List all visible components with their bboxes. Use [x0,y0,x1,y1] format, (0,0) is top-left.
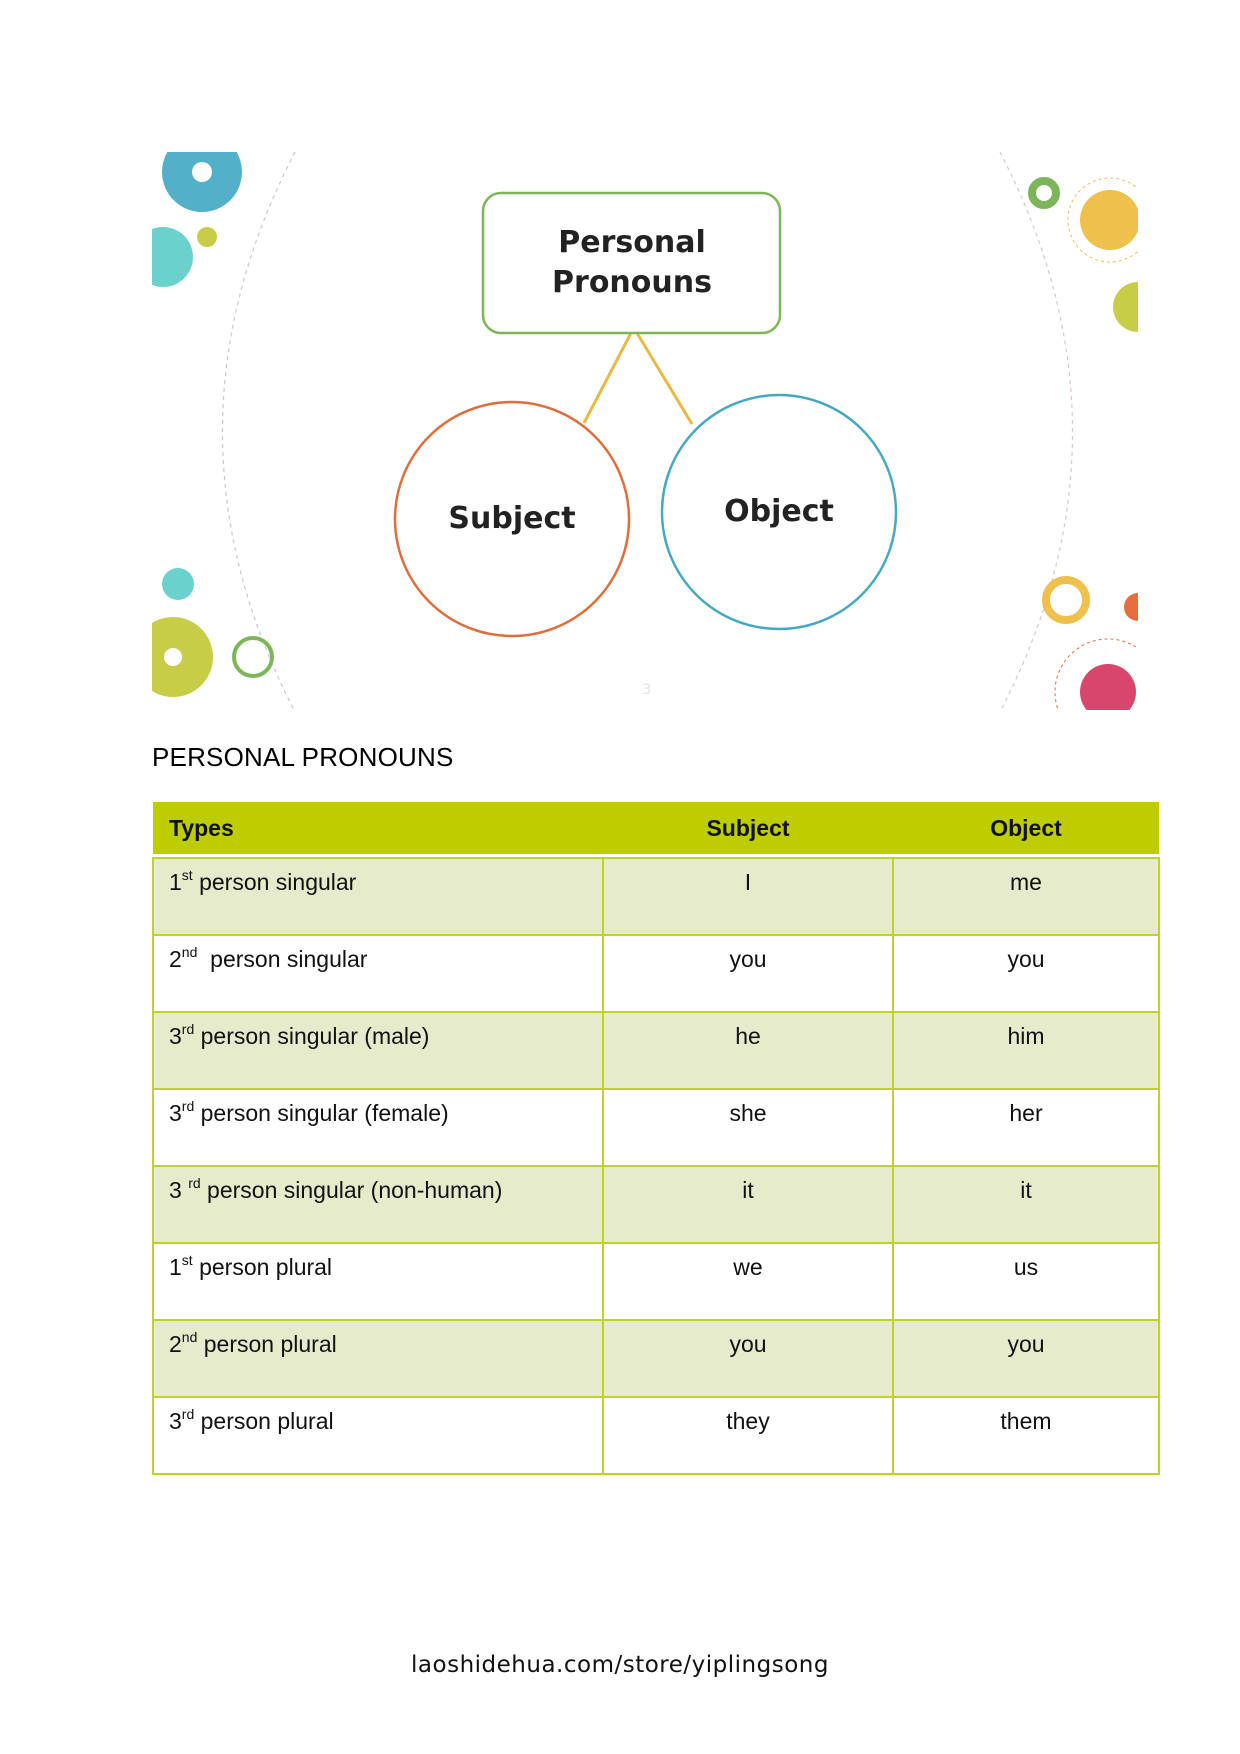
subject-circle-label: Subject [448,501,576,536]
table-row [153,1397,1159,1474]
object-cell: her [893,1089,1159,1166]
ordinal-suffix: st [181,1252,193,1268]
ordinal-number: 3 [169,1408,182,1434]
deco-green-ring-small [1032,181,1056,205]
object-circle-label: Object [724,494,834,529]
type-label: person plural [192,1254,333,1280]
header-types: Types [153,802,603,854]
title-box [483,193,780,333]
table-row [153,1320,1159,1397]
footer-url: laoshidehua.com/store/yiplingsong [411,1652,829,1678]
header-object: Object [893,802,1159,854]
deco-green-ring [234,638,272,676]
table-row [153,1243,1159,1320]
table-row [153,1089,1159,1166]
ordinal-number: 3 [169,1100,182,1126]
ordinal-number: 1 [169,1254,182,1280]
object-cell: them [893,1397,1159,1474]
subject-cell: they [603,1397,893,1474]
ordinal-number: 2 [169,946,182,972]
subject-cell: he [603,1012,893,1089]
section-heading: PERSONAL PRONOUNS [152,742,454,772]
type-cell [153,1243,603,1320]
deco-orange-half-circle [1124,593,1152,621]
table-header-row [153,802,1159,854]
type-label: person singular (non-human) [200,1177,503,1203]
deco-olive-half-circle [1113,282,1163,332]
left-dashed-arc [223,152,296,712]
deco-teal-half-circle [133,227,193,287]
ordinal-suffix: rd [181,1098,195,1114]
table-row [153,1012,1159,1089]
deco-olive-hole [164,648,182,666]
ordinal-suffix: rd [188,1175,201,1191]
ordinal-number: 1 [169,869,182,895]
subject-cell: you [603,1320,893,1397]
type-label: person singular (male) [194,1023,430,1049]
ordinal-suffix: nd [181,1329,198,1345]
type-cell [153,858,603,935]
object-cell: him [893,1012,1159,1089]
type-cell [153,1397,603,1474]
deco-yellow-ring [1046,580,1086,620]
subject-cell: we [603,1243,893,1320]
subject-cell: it [603,1166,893,1243]
type-label: person singular (female) [194,1100,449,1126]
table-row [153,935,1159,1012]
type-cell [153,1166,603,1243]
title-line-1: Personal [558,225,706,260]
type-cell [153,1089,603,1166]
ordinal-suffix: rd [181,1406,195,1422]
ordinal-number: 3 [169,1023,182,1049]
ordinal-number: 3 [169,1177,189,1203]
type-cell [153,1320,603,1397]
deco-blue-hole [192,162,212,182]
slide-page-number: 3 [642,682,652,698]
table-row [153,1166,1159,1243]
deco-pink-circle [1080,664,1136,720]
type-label: person plural [194,1408,334,1434]
ordinal-suffix: nd [181,944,198,960]
type-label: person singular [197,946,368,972]
connector-to-subject [584,333,631,423]
type-cell [153,935,603,1012]
subject-cell: you [603,935,893,1012]
deco-olive-dot [197,227,217,247]
header-subject: Subject [603,802,893,854]
ordinal-suffix: st [181,867,193,883]
ordinal-suffix: rd [181,1021,195,1037]
subject-cell: she [603,1089,893,1166]
type-label: person plural [197,1331,337,1357]
type-cell [153,1012,603,1089]
object-cell: us [893,1243,1159,1320]
object-cell: me [893,858,1159,935]
connector-to-object [637,333,692,424]
deco-yellow-circle [1080,190,1140,250]
subject-cell: I [603,858,893,935]
object-cell: you [893,935,1159,1012]
object-cell: it [893,1166,1159,1243]
ordinal-number: 2 [169,1331,182,1357]
right-dashed-arc [1000,152,1073,712]
table-row [153,858,1159,935]
pronoun-table [152,802,1160,1475]
slide-diagram [0,0,1240,760]
title-line-2: Pronouns [552,265,712,300]
type-label: person singular [192,869,357,895]
deco-teal-dot [162,568,194,600]
object-cell: you [893,1320,1159,1397]
